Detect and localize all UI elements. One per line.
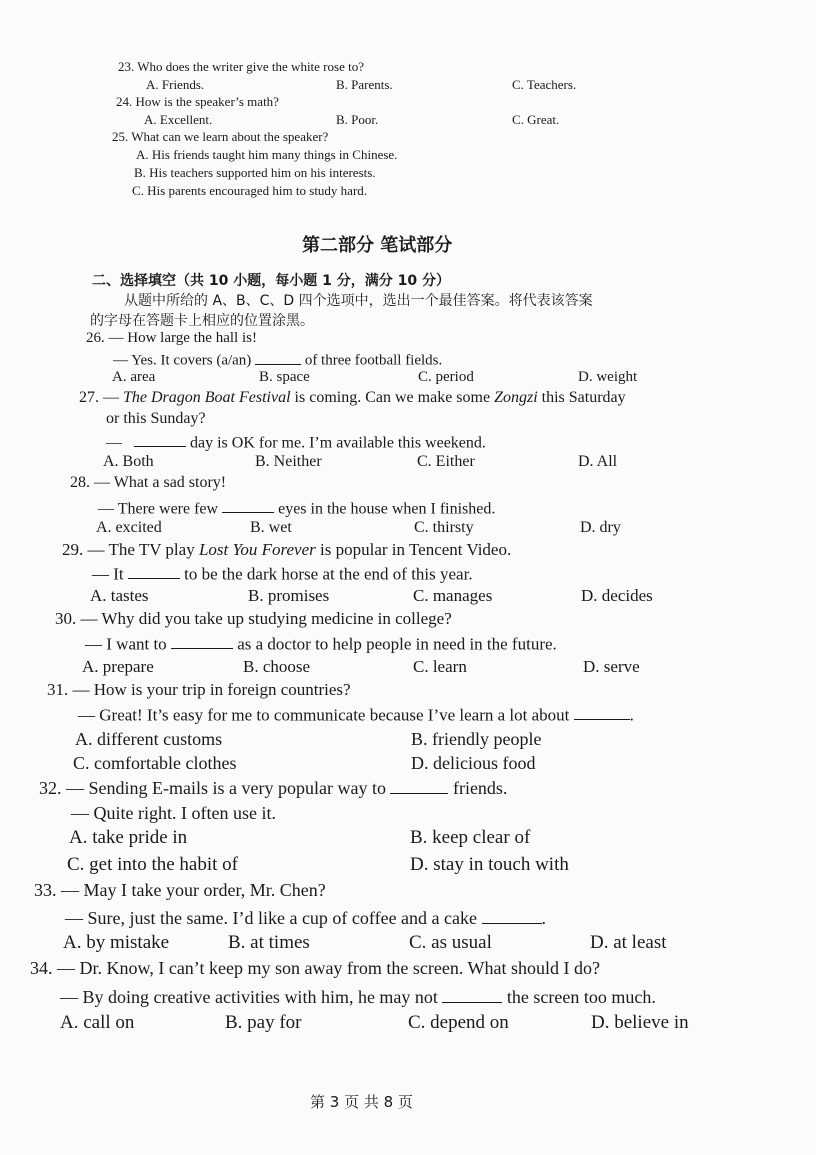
question-number: 29. (62, 540, 84, 559)
response-text: — Sure, just the same. I’d like a cup of coffee and a cake (65, 908, 478, 929)
question-number: 27. (79, 389, 99, 406)
response-text: eyes in the house when I finished. (278, 500, 496, 518)
option: C. manages (413, 586, 493, 605)
option: C. period (418, 369, 474, 385)
question-29 (62, 540, 511, 560)
question-number: 33. (34, 880, 57, 900)
option: B. Parents. (336, 77, 393, 92)
option: D. serve (583, 657, 640, 676)
question-30-response (85, 633, 557, 654)
question-line: — How large the hall is! (108, 330, 257, 346)
option: A. take pride in (69, 827, 188, 848)
option: A. different customs (75, 729, 223, 749)
option: A. excited (96, 519, 162, 536)
option: C. as usual (409, 932, 492, 953)
option: A. prepare (82, 657, 154, 676)
response-text: — Yes. It covers (a/an) (113, 352, 252, 369)
response-text: . (541, 908, 547, 929)
answer-blank (442, 986, 502, 1003)
response-text: as a doctor to help people in need in the future. (237, 634, 557, 654)
tv-play-title: Lost You Forever (198, 540, 316, 559)
answer-blank (390, 777, 448, 794)
response-text: — I want to (85, 634, 167, 654)
question-line: this Saturday (537, 389, 626, 406)
question-32 (39, 777, 507, 799)
answer-blank (222, 498, 274, 513)
question-number: 34. (30, 958, 53, 978)
response-text: — (106, 434, 122, 452)
question-27-response (106, 432, 486, 452)
question-line: — Dr. Know, I can’t keep my son away from the screen. What should I do? (57, 958, 601, 978)
answer-blank (171, 633, 233, 649)
answer-blank (255, 350, 301, 365)
option: A. Friends. (146, 77, 205, 92)
option: A. His friends taught him many things in Chinese. (136, 147, 398, 162)
question-number: 32. (39, 778, 62, 799)
answer-blank (134, 432, 186, 447)
festival-name: The Dragon Boat Festival (123, 389, 291, 406)
question-33-response (65, 907, 546, 929)
page-number-footer: 第 3 页 共 8 页 (310, 1093, 413, 1111)
question-32-response: — Quite right. I often use it. (71, 803, 276, 823)
question-line: friends. (452, 778, 508, 799)
section-heading: 二、选择填空（共 10 小题，每小题 1 分，满分 10 分） (92, 273, 450, 289)
response-text: the screen too much. (506, 987, 656, 1008)
response-text: — It (92, 564, 124, 584)
option: D. at least (590, 932, 667, 953)
option: B. His teachers supported him on his interests. (134, 165, 376, 180)
option: D. stay in touch with (410, 854, 569, 875)
option: B. space (259, 369, 310, 385)
question-31 (47, 680, 351, 700)
part-title: 第二部分 笔试部分 (302, 235, 453, 256)
option: A. Excellent. (144, 112, 213, 127)
question-line: is coming. Can we make some (290, 389, 495, 406)
option: B. promises (248, 586, 330, 605)
option: C. Great. (512, 112, 560, 127)
question-line: — May I take your order, Mr. Chen? (61, 880, 326, 900)
question-27-continued: or this Sunday? (106, 410, 206, 427)
option: C. learn (413, 657, 467, 676)
food-name: Zongzi (494, 389, 538, 406)
option: D. All (578, 453, 618, 470)
option: B. pay for (225, 1012, 302, 1033)
question-line: is popular in Tencent Video. (315, 540, 512, 559)
option: A. area (112, 369, 156, 385)
question-34 (30, 958, 600, 979)
answer-blank (482, 907, 542, 924)
option: C. Either (417, 453, 475, 470)
response-text: — There were few (98, 500, 219, 518)
question-stem: Who does the writer give the white rose to? (137, 59, 364, 74)
option: A. call on (60, 1012, 135, 1033)
option: D. delicious food (411, 753, 536, 773)
question-number: 30. (55, 609, 77, 628)
option: C. His parents encouraged him to study hard. (132, 183, 368, 198)
question-stem: How is the speaker’s math? (135, 94, 279, 109)
question-number: 28. (70, 474, 90, 491)
response-text: — Great! It’s easy for me to communicate because I’ve learn a lot about (78, 705, 570, 725)
section-instructions: 从题中所给的 A、B、C、D 四个选项中，选出一个最佳答案。将代表该答案 (124, 293, 593, 309)
option: B. Neither (255, 453, 322, 470)
answer-blank (128, 563, 180, 579)
section-instructions-continued: 的字母在答题卡上相应的位置涂黑。 (90, 313, 314, 329)
question-23 (118, 59, 364, 75)
response-text: — By doing creative activities with him, he may not (60, 987, 438, 1008)
question-line: — What a sad story! (94, 474, 227, 491)
option: C. thirsty (414, 519, 474, 536)
question-stem: What can we learn about the speaker? (131, 129, 329, 144)
question-28-response (98, 498, 495, 518)
question-26 (86, 330, 257, 347)
question-number: 23. (118, 59, 135, 74)
option: D. decides (581, 586, 653, 605)
question-29-response (92, 563, 473, 584)
response-text: to be the dark horse at the end of this year. (184, 564, 473, 584)
option: C. get into the habit of (67, 854, 238, 875)
question-27 (79, 389, 626, 407)
question-number: 25. (112, 129, 129, 144)
question-26-response (113, 350, 442, 370)
question-25 (112, 129, 328, 145)
question-28 (70, 474, 226, 492)
option: D. weight (578, 369, 638, 385)
option: B. wet (250, 519, 292, 536)
option: C. Teachers. (512, 77, 577, 92)
option: B. Poor. (336, 112, 379, 127)
option: A. tastes (90, 586, 149, 605)
question-line: — (103, 389, 123, 406)
option: A. by mistake (63, 932, 170, 953)
answer-blank (574, 704, 630, 720)
option: D. dry (580, 519, 621, 536)
question-33 (34, 880, 326, 901)
response-text: of three football fields. (304, 352, 443, 369)
option: D. believe in (591, 1012, 689, 1033)
question-line: — Sending E-mails is a very popular way to (66, 778, 386, 799)
option: B. at times (228, 932, 310, 953)
question-line: — The TV play (87, 540, 199, 559)
question-number: 24. (116, 94, 133, 109)
question-line: — How is your trip in foreign countries? (72, 680, 351, 699)
option: C. depend on (408, 1012, 509, 1033)
question-number: 31. (47, 680, 69, 699)
option: B. friendly people (411, 729, 542, 749)
option: A. Both (103, 453, 154, 470)
option: C. comfortable clothes (73, 753, 237, 773)
question-line: — Why did you take up studying medicine in college? (80, 609, 452, 628)
option: B. choose (243, 657, 311, 676)
question-34-response (60, 986, 656, 1008)
option: B. keep clear of (410, 827, 531, 848)
question-30 (55, 609, 452, 629)
question-number: 26. (86, 330, 105, 346)
response-text: . (629, 705, 634, 725)
response-text: day is OK for me. I’m available this weekend. (190, 434, 486, 452)
question-24 (116, 94, 279, 110)
question-31-response (78, 704, 634, 725)
